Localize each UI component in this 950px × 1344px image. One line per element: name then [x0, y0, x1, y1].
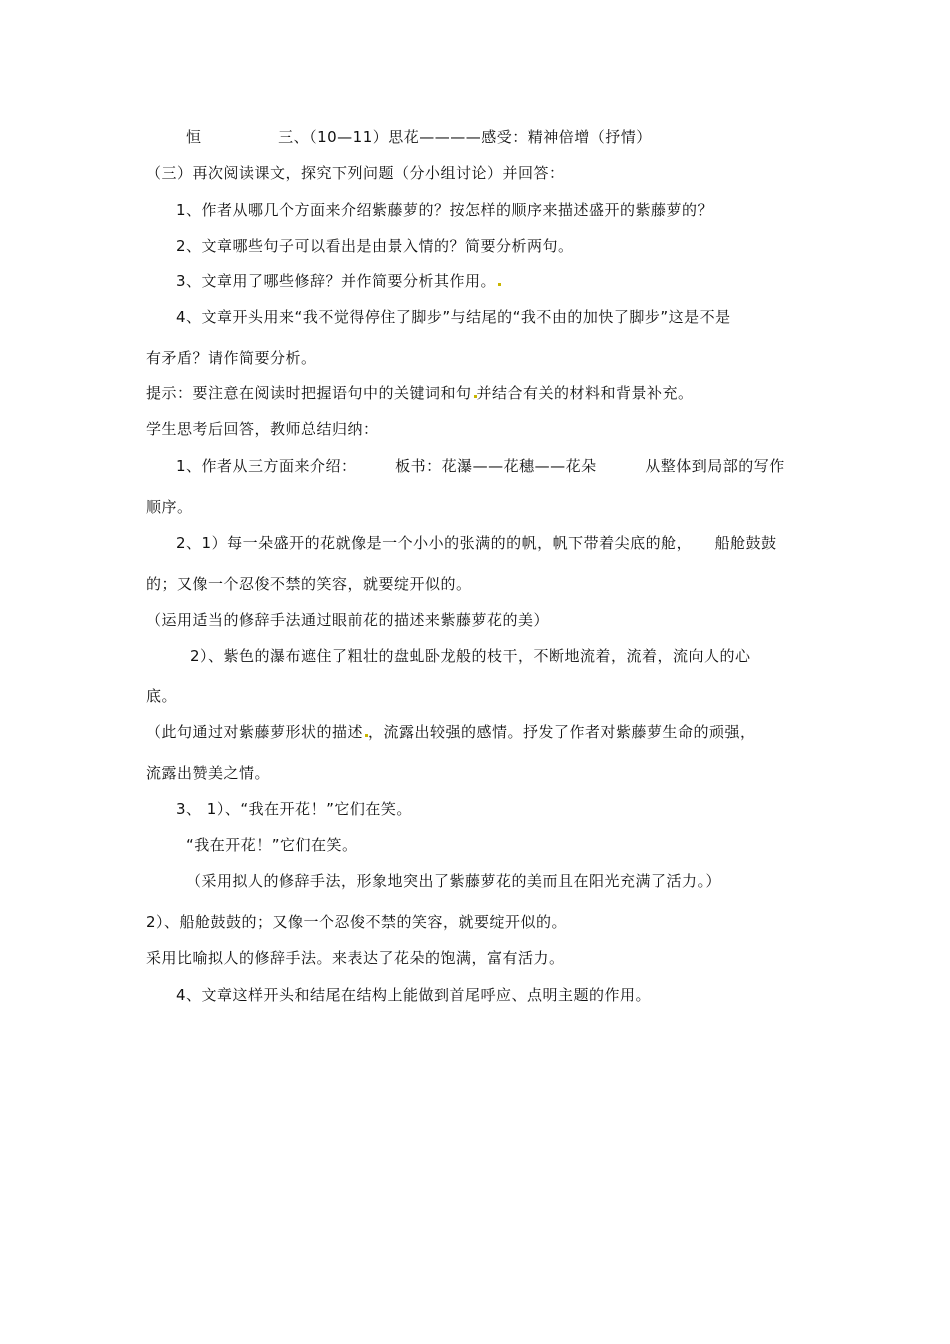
answer-2-2-line1: 2）、紫色的瀑布遮住了粗壮的盘虬卧龙般的枝干，不断地流着，流着，流向人的心 [190, 647, 751, 665]
answer-1-cont: 顺序。 [146, 498, 193, 516]
answer-2-2-note1b: ，流露出较强的感情。抒发了作者对紫藤萝生命的顽强， [368, 723, 756, 741]
heading-line [186, 127, 652, 147]
answer-3-line2: “我在开花！”它们在笑。 [186, 836, 358, 854]
question-2: 2、文章哪些句子可以看出是由景入情的？简要分析两句。 [176, 237, 574, 255]
mark-dot [498, 283, 501, 286]
summary-intro: 学生思考后回答，教师总结归纳： [146, 420, 379, 438]
answer-2-2-note1 [146, 722, 756, 742]
answer-2-1-line1 [176, 533, 777, 553]
answer-1-board: 板书：花瀑——花穗——花朵 [395, 457, 597, 475]
answer-2-1-line2: 的；又像一个忍俊不禁的笑容，就要绽开似的。 [146, 575, 472, 593]
question-3 [176, 271, 501, 291]
hint-line [146, 383, 694, 403]
question-1: 1、作者从哪几个方面来介绍紫藤萝的？按怎样的顺序来描述盛开的紫藤萝的？ [176, 201, 714, 219]
answer-3-line1: 3、 1）、“我在开花！”它们在笑。 [176, 800, 412, 818]
answer-2-2-line2: 底。 [146, 687, 178, 705]
answer-4: 4、文章这样开头和结尾在结构上能做到首尾呼应、点明主题的作用。 [176, 986, 652, 1004]
answer-2-1-note: （运用适当的修辞手法通过眼前花的描述来紫藤萝花的美） [146, 611, 550, 629]
hint-part1: 提示：要注意在阅读时把握语句中的关键词和句 [146, 384, 472, 402]
heading-left: 恒 [186, 128, 202, 146]
question-4: 4、文章开头用来“我不觉得停住了脚步”与结尾的“我不由的加快了脚步”这是不是 [176, 308, 731, 326]
answer-2-1-line1b: 船舱鼓鼓 [714, 534, 777, 552]
answer-2-2-note2: 流露出赞美之情。 [146, 764, 271, 782]
answer-2-2-note1a: （此句通过对紫藤萝形状的描述 [146, 723, 364, 741]
section3-title: （三）再次阅读课文，探究下列问题（分小组讨论）并回答： [146, 164, 565, 182]
answer-1-a: 1、作者从三方面来介绍： [176, 457, 357, 475]
question-3-text: 3、文章用了哪些修辞？并作简要分析其作用。 [176, 272, 497, 290]
answer-3-note: （采用拟人的修辞手法，形象地突出了紫藤萝花的美而且在阳光充满了活力。） [186, 872, 722, 890]
answer-1 [176, 456, 785, 476]
answer-1-c: 从整体到局部的写作 [645, 457, 785, 475]
answer-2-1-line1a: 2、1）每一朵盛开的花就像是一个小小的张满的的帆，帆下带着尖底的舱， [176, 534, 693, 552]
answer-3-line3: 2）、船舱鼓鼓的；又像一个忍俊不禁的笑容，就要绽开似的。 [146, 913, 568, 931]
heading-right: 三、（10—11）思花————感受：精神倍增（抒情） [278, 128, 652, 146]
question-4-cont: 有矛盾？请作简要分析。 [146, 349, 317, 367]
hint-part2: 并结合有关的材料和背景补充。 [476, 384, 694, 402]
answer-3-line4: 采用比喻拟人的修辞手法。来表达了花朵的饱满，富有活力。 [146, 949, 565, 967]
